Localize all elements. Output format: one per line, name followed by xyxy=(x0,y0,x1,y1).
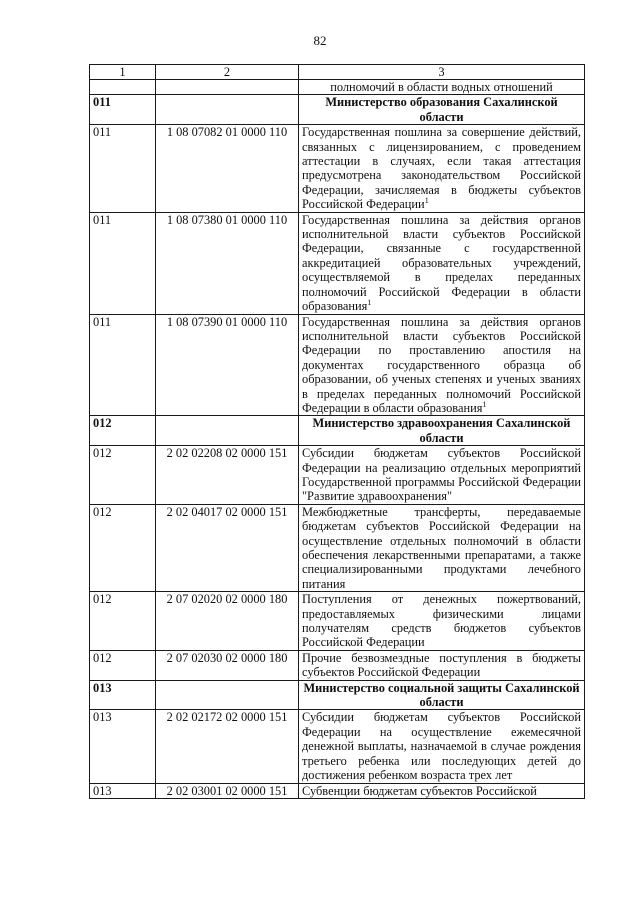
table-row xyxy=(90,592,585,651)
budget-classification-code: 2 07 02030 02 0000 180 xyxy=(156,650,299,680)
page-number: 82 xyxy=(313,33,327,48)
admin-code: 013 xyxy=(90,783,156,798)
revenue-codes-table xyxy=(89,64,585,799)
table-row xyxy=(90,710,585,783)
table-row xyxy=(90,314,585,416)
column-number-2: 2 xyxy=(156,65,299,80)
budget-classification-code: 2 02 04017 02 0000 151 xyxy=(156,504,299,591)
continuation-text: полномочий в области водных отношений xyxy=(299,80,585,95)
table-row xyxy=(90,783,585,798)
admin-code: 012 xyxy=(90,650,156,680)
admin-code: 011 xyxy=(90,95,156,125)
footnote-marker: 1 xyxy=(424,196,429,206)
budget-classification-code: 2 02 02208 02 0000 151 xyxy=(156,446,299,505)
department-title: Министерство образования Сахалинской области xyxy=(299,95,585,125)
revenue-description: Государственная пошлина за действия органов исполнительной власти субъектов Российской Федерации, связанные с государственной аккредитацией образовательных учреждений, осуществляемой в пределах переданных полномочий Российской Федерации в области образования$^1$ xyxy=(299,212,585,314)
table-body xyxy=(90,95,585,799)
revenue-description: Поступления от денежных пожертвований, предоставляемых физическими лицами получателям средств бюджетов субъектов Российской Федерации xyxy=(299,592,585,651)
revenue-description: Государственная пошлина за действия органов исполнительной власти субъектов Российской Федерации по проставлению апостиля на документах государственного образца об образовании, об ученых степенях и ученых званиях в пределах переданных полномочий Российской Федерации в области образования$^1$ xyxy=(299,314,585,416)
empty-code-cell xyxy=(156,416,299,446)
budget-classification-code: 1 08 07380 01 0000 110 xyxy=(156,212,299,314)
admin-code: 012 xyxy=(90,592,156,651)
admin-code: 012 xyxy=(90,504,156,591)
footnote-marker: 1 xyxy=(482,399,487,409)
empty-code-cell xyxy=(156,680,299,710)
admin-code: 013 xyxy=(90,710,156,783)
department-row xyxy=(90,95,585,125)
revenue-description: Субсидии бюджетам субъектов Российской Федерации на осуществление ежемесячной денежной выплаты, назначаемой в случае рождения третьего ребенка или последующих детей до достижения ребенком возраста трех лет xyxy=(299,710,585,783)
department-title: Министерство социальной защиты Сахалинской области xyxy=(299,680,585,710)
table-row xyxy=(90,504,585,591)
table-row xyxy=(90,650,585,680)
revenue-description: Государственная пошлина за совершение действий, связанных с лицензированием, с проведением аттестации в случаях, если такая аттестация предусмотрена законодательством Российской Федерации, зачисляемая в бюджеты субъектов Российской Федерации$^1$ xyxy=(299,125,585,212)
column-number-1: 1 xyxy=(90,65,156,80)
footnote-marker: 1 xyxy=(367,298,372,308)
admin-code: 011 xyxy=(90,314,156,416)
department-row xyxy=(90,416,585,446)
column-number-3: 3 xyxy=(299,65,585,80)
table-row xyxy=(90,125,585,212)
empty-code-cell xyxy=(156,95,299,125)
budget-classification-code: 1 08 07082 01 0000 110 xyxy=(156,125,299,212)
budget-classification-code: 1 08 07390 01 0000 110 xyxy=(156,314,299,416)
revenue-description: Субвенции бюджетам субъектов Российской xyxy=(299,783,585,798)
column-number-row xyxy=(90,65,585,80)
budget-classification-code: 2 02 03001 02 0000 151 xyxy=(156,783,299,798)
continuation-row xyxy=(90,80,585,95)
budget-classification-code: 2 07 02020 02 0000 180 xyxy=(156,592,299,651)
table-row xyxy=(90,212,585,314)
admin-code: 011 xyxy=(90,212,156,314)
admin-code: 012 xyxy=(90,446,156,505)
table-row xyxy=(90,446,585,505)
revenue-description: Субсидии бюджетам субъектов Российской Федерации на реализацию отдельных мероприятий Государственной программы Российской Федерации "Развитие здравоохранения" xyxy=(299,446,585,505)
budget-classification-code: 2 02 02172 02 0000 151 xyxy=(156,710,299,783)
admin-code: 011 xyxy=(90,125,156,212)
revenue-description: Прочие безвозмездные поступления в бюджеты субъектов Российской Федерации xyxy=(299,650,585,680)
department-title: Министерство здравоохранения Сахалинской области xyxy=(299,416,585,446)
department-row xyxy=(90,680,585,710)
revenue-description: Межбюджетные трансферты, передаваемые бюджетам субъектов Российской Федерации на осуществление отдельных полномочий в области обеспечения лекарственными препаратами, а также специализированными продуктами лечебного питания xyxy=(299,504,585,591)
admin-code: 012 xyxy=(90,416,156,446)
admin-code: 013 xyxy=(90,680,156,710)
